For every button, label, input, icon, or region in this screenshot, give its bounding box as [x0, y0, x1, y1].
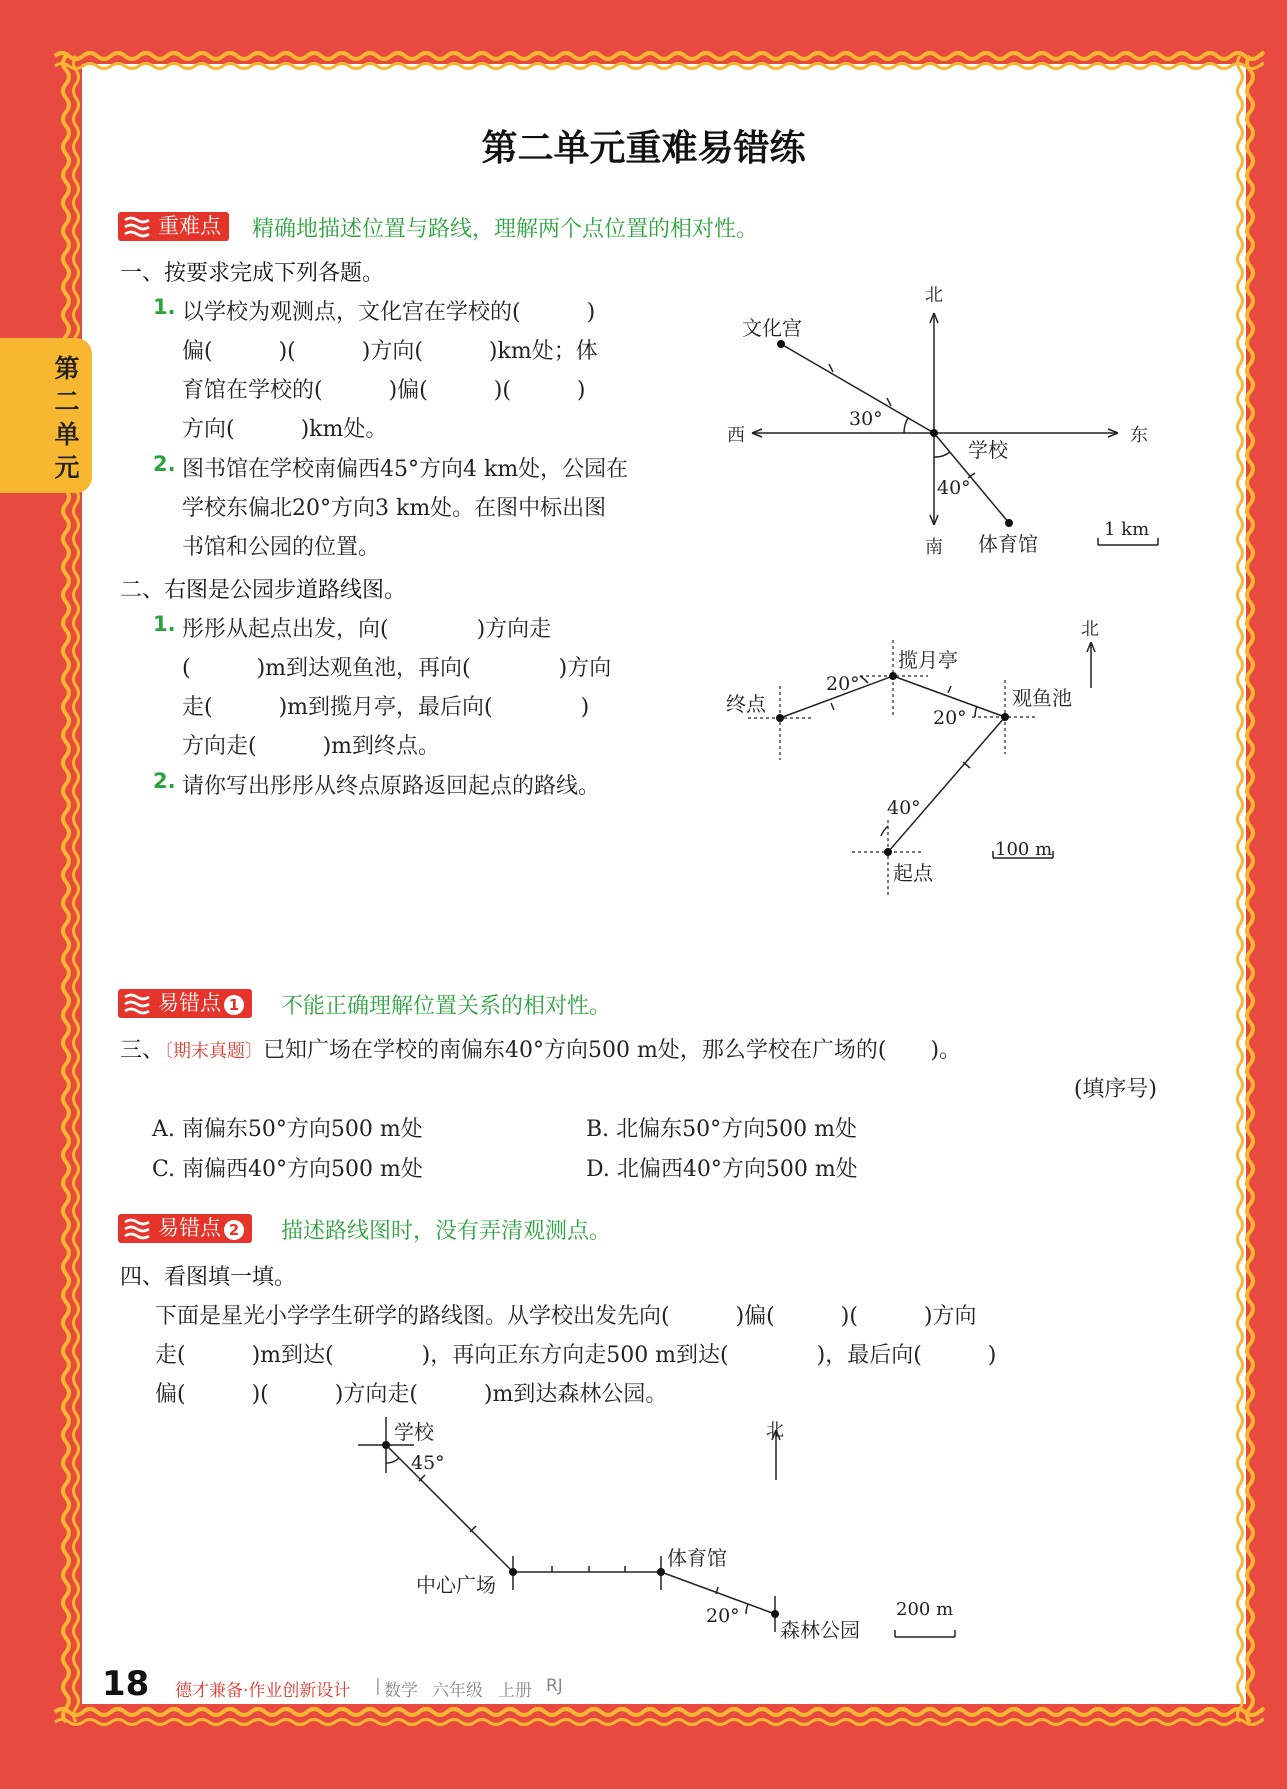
option-b: B. 北偏东50°方向500 m处: [586, 1117, 857, 1142]
gym-label: 体育馆: [667, 1546, 727, 1570]
angle-40-label: 40°: [887, 797, 921, 819]
end-point-label: 终点: [726, 692, 766, 716]
scale-label: 100 m: [995, 839, 1053, 860]
unit-side-tab: [0, 338, 92, 493]
key-point-badge-label: 重难点: [158, 214, 221, 238]
wave-lines-icon: [123, 216, 153, 238]
school-label: 学校: [968, 438, 1008, 462]
unit-side-tab-label: 第二单元: [54, 354, 80, 482]
section4-line: 下面是星光小学学生研学的路线图。从学校出发先向( )偏( )( )方向: [155, 1304, 977, 1329]
section2-q1-line: 方向走( )m到终点。: [182, 734, 441, 759]
section4-heading: 四、看图填一填。: [120, 1265, 297, 1290]
footer-divider: |: [375, 1676, 381, 1696]
angle-45-label: 45°: [411, 1452, 445, 1474]
section3-question-text: 已知广场在学校的南偏东40°方向500 m处，那么学校在广场的( )。: [263, 1038, 962, 1063]
school-direction-diagram: [720, 280, 1160, 570]
angle-20-label: 20°: [706, 1605, 740, 1627]
north-label: 北: [925, 285, 943, 306]
angle-40-label: 40°: [937, 477, 971, 499]
start-point-label: 起点: [893, 861, 933, 885]
section2-q2-number: 2.: [153, 769, 176, 793]
park-route-diagram: [720, 610, 1160, 900]
section2-q1-line: 走( )m到揽月亭，最后向( ): [182, 695, 590, 720]
section1-q2-line: 图书馆在学校南偏西45°方向4 km处，公园在: [182, 457, 629, 482]
section1-q1-line: 育馆在学校的( )偏( )( ): [182, 378, 586, 403]
fish-pond-label: 观鱼池: [1012, 686, 1072, 710]
school-label: 学校: [394, 1420, 434, 1444]
north-label: 北: [766, 1420, 784, 1441]
footer-edition: RJ: [546, 1676, 563, 1696]
scale-label: 1 km: [1104, 519, 1150, 540]
section3-prefix: 三、: [120, 1038, 165, 1063]
page-number: 18: [102, 1664, 150, 1704]
page-title: 第二单元重难易错练: [481, 128, 806, 169]
section2-heading: 二、右图是公园步道路线图。: [120, 578, 407, 603]
section2-q2-text: 请你写出彤彤从终点原路返回起点的路线。: [182, 774, 601, 799]
option-c: C. 南偏西40°方向500 m处: [152, 1157, 423, 1182]
angle-20b-label: 20°: [933, 707, 967, 729]
forest-park-label: 森林公园: [780, 1618, 860, 1642]
section2-q1-number: 1.: [153, 612, 176, 636]
key-point-badge: [118, 212, 229, 241]
west-label: 西: [727, 425, 745, 446]
culture-palace-label: 文化宫: [742, 316, 802, 340]
section1-q1-line: 以学校为观测点，文化宫在学校的( ): [182, 300, 596, 325]
section3-question: [120, 1033, 961, 1064]
error-point1-number: 1: [224, 995, 244, 1015]
wave-lines-icon: [123, 1218, 153, 1240]
key-point-text: 精确地描述位置与路线，理解两个点位置的相对性。: [252, 217, 759, 242]
error-point1-badge-label: 易错点: [158, 991, 221, 1015]
south-label: 南: [925, 537, 943, 558]
study-route-diagram: [340, 1408, 980, 1648]
section2-q1-line: ( )m到达观鱼池，再向( )方向: [182, 656, 612, 681]
angle-20a-label: 20°: [826, 673, 860, 695]
north-label: 北: [1081, 619, 1099, 640]
section4-line: 走( )m到达( )，再向正东方向走500 m到达( )，最后向( ): [155, 1343, 997, 1368]
exam-tag: 〔期末真题〕: [164, 1041, 264, 1062]
option-a: A. 南偏东50°方向500 m处: [152, 1117, 423, 1142]
error-point1-badge: [118, 989, 252, 1018]
section1-q2-line: 书馆和公园的位置。: [182, 535, 381, 560]
center-square-label: 中心广场: [416, 1573, 496, 1597]
section1-q1-number: 1.: [153, 295, 176, 319]
section1-q2-number: 2.: [153, 452, 176, 476]
east-label: 东: [1130, 425, 1148, 446]
section1-q1-line: 偏( )( )方向( )km处；体: [182, 339, 598, 364]
section3-hint: (填序号): [1073, 1077, 1157, 1102]
error-point2-text: 描述路线图时，没有弄清观测点。: [281, 1219, 612, 1244]
footer-grade: 六年级: [432, 1681, 483, 1701]
section1-heading: 一、按要求完成下列各题。: [120, 261, 385, 286]
scale-label: 200 m: [896, 1599, 954, 1620]
footer-volume: 上册: [498, 1681, 532, 1701]
section2-q1-line: 彤彤从起点出发，向( )方向走: [182, 617, 552, 642]
wave-lines-icon: [123, 993, 153, 1015]
section4-line: 偏( )( )方向走( )m到达森林公园。: [155, 1382, 668, 1407]
pavilion-label: 揽月亭: [898, 648, 958, 672]
angle-30-label: 30°: [849, 408, 883, 430]
footer-subject: 数学: [384, 1681, 418, 1701]
gym-label: 体育馆: [978, 532, 1038, 556]
footer-brand: 德才兼备·作业创新设计: [175, 1681, 351, 1701]
option-d: D. 北偏西40°方向500 m处: [586, 1157, 858, 1182]
error-point2-badge-label: 易错点: [158, 1216, 221, 1240]
section1-q1-line: 方向( )km处。: [182, 417, 388, 442]
error-point2-badge: [118, 1214, 252, 1243]
error-point1-text: 不能正确理解位置关系的相对性。: [281, 994, 612, 1019]
section1-q2-line: 学校东偏北20°方向3 km处。在图中标出图: [182, 496, 607, 521]
error-point2-number: 2: [224, 1220, 244, 1240]
